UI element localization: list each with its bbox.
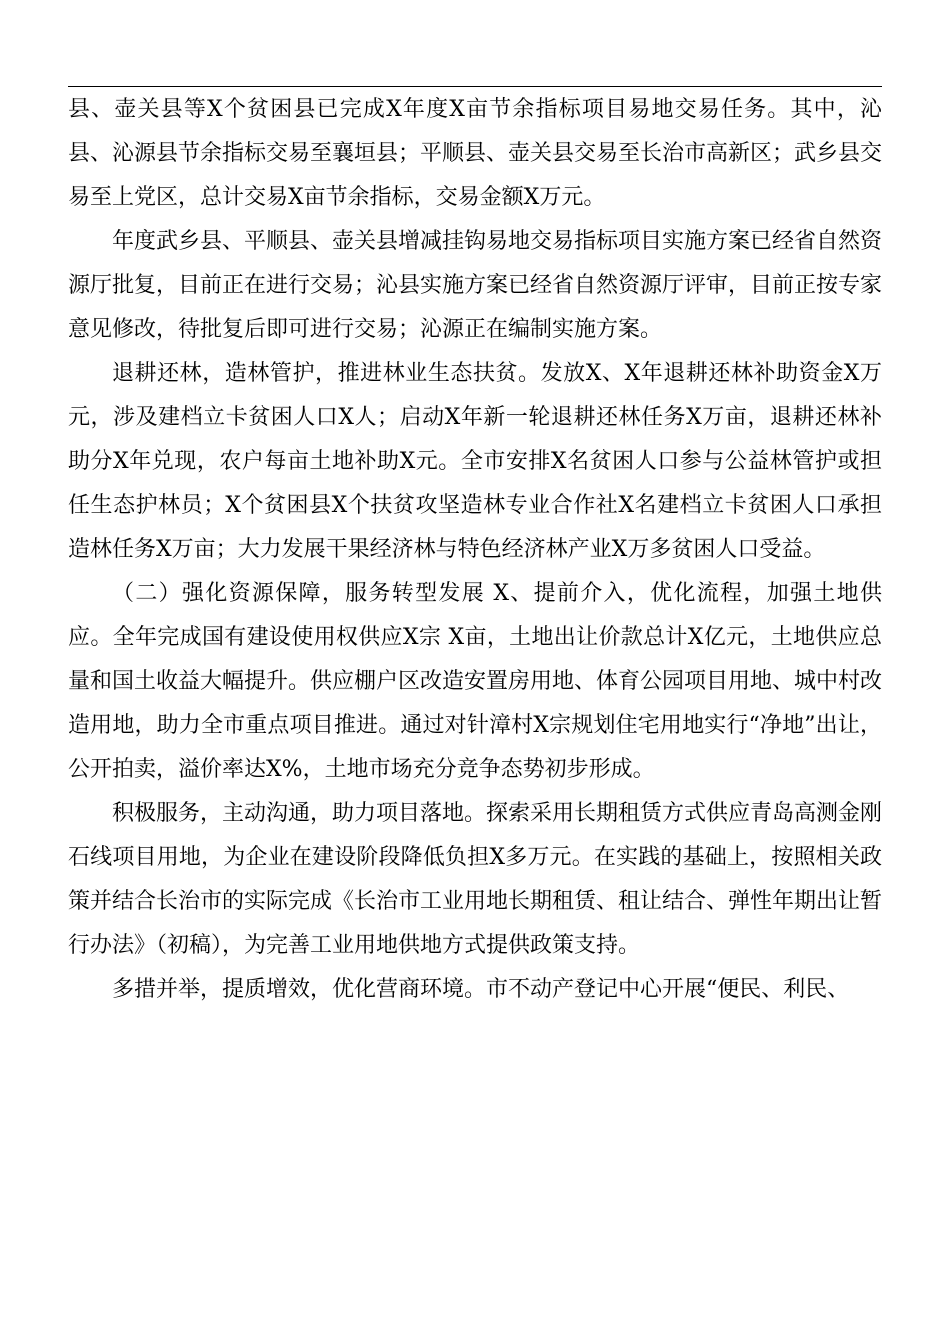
- paragraph-6: 多措并举，提质增效，优化营商环境。市不动产登记中心开展“便民、利民、: [112, 977, 850, 1002]
- paragraph-3: 退耕还林，造林管护，推进林业生态扶贫。发放X、X年退耕还林补助资金X万元，涉及建档立卡贫困人口X人；启动X年新一轮退耕还林任务X万亩，退耕还林补助分X年兑现，农户每亩土地补助X元。全市安排X名贫困人口参与公益林管护或担任生态护林员；X个贫困县X个扶贫攻坚造林专业合作社X名建档立卡贫困人口承担造林任务X万亩；大力发展干果经济林与特色经济林产业X万多贫困人口受益。: [68, 361, 882, 562]
- paragraph-2: 年度武乡县、平顺县、壶关县增减挂钩易地交易指标项目实施方案已经省自然资源厅批复，目前正在进行交易；沁县实施方案已经省自然资源厅评审，目前正按专家意见修改，待批复后即可进行交易；沁源正在编制实施方案。: [68, 229, 883, 342]
- paragraph-1: 县、壶关县等X个贫困县已完成X年度X亩节余指标项目易地交易任务。其中，沁县、沁源县节余指标交易至襄垣县；平顺县、壶关县交易至长治市高新区；武乡县交易至上党区，总计交易X亩节余指标，交易金额X万元。: [68, 97, 883, 210]
- paragraph-4: （二）强化资源保障，服务转型发展 X、提前介入，优化流程，加强土地供应。全年完成国有建设使用权供应X宗 X亩，土地出让价款总计X亿元，土地供应总量和国土收益大幅提升。供应棚户区改造安置房用地、体育公园项目用地、城中村改造用地，助力全市重点项目推进。通过对针漳村X宗规划住宅用地实行“净地”出让，公开拍卖，溢价率达X%，土地市场充分竞争态势初步形成。: [68, 581, 883, 782]
- paragraph-5: 积极服务，主动沟通，助力项目落地。探索采用长期租赁方式供应青岛高测金刚石线项目用地，为企业在建设阶段降低负担X多万元。在实践的基础上，按照相关政策并结合长治市的实际完成《长治市工业用地长期租赁、租让结合、弹性年期出让暂行办法》（初稿），为完善工业用地供地方式提供政策支持。: [68, 801, 883, 958]
- header-rule: [68, 86, 882, 87]
- document-body: [68, 88, 882, 1012]
